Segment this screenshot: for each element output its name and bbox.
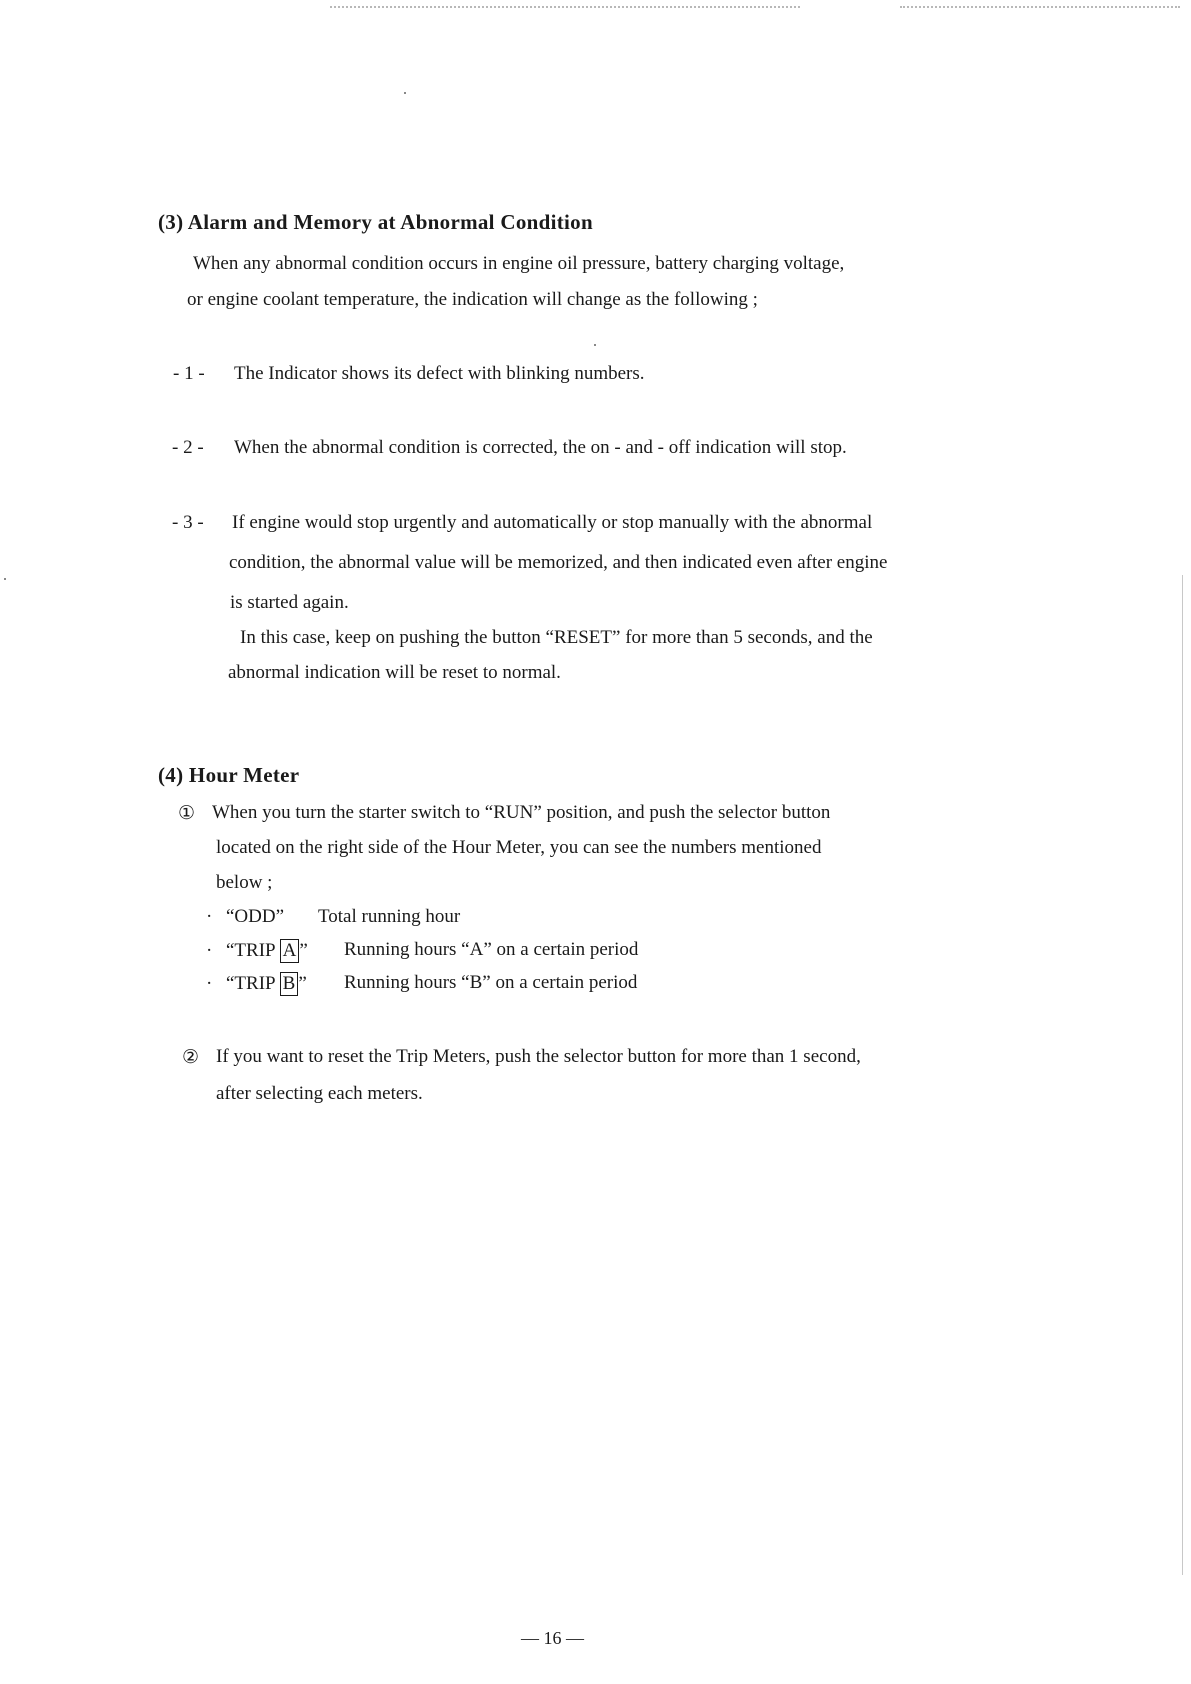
item-3-text-line-3: is started again. [230, 592, 349, 613]
bullet-label-close: ” [299, 940, 308, 961]
page-number: — 16 — [521, 1628, 584, 1648]
step-1-text-line-2: located on the right side of the Hour Meter, you can see the numbers mentioned [216, 837, 822, 858]
bullet-label-open: “TRIP [226, 940, 280, 961]
bullet-dot: · [206, 940, 213, 961]
step-1-text-line-1: When you turn the starter switch to “RUN” position, and push the selector button [212, 802, 831, 823]
bullet-item-odd [206, 906, 284, 928]
scan-speck [404, 92, 406, 94]
item-3-text-line-1: If engine would stop urgently and automatically or stop manually with the abnormal [232, 512, 873, 533]
step-2-text-line-2: after selecting each meters. [216, 1083, 423, 1104]
trip-a-boxed-letter: A [280, 939, 300, 963]
section-4-heading: (4) Hour Meter [158, 763, 300, 787]
scan-artifact-top [330, 6, 800, 8]
item-1-number: - 1 - [173, 363, 205, 384]
step-1-text-line-3: below ; [216, 872, 273, 893]
bullet-dot: · [206, 906, 213, 927]
trip-b-boxed-letter: B [280, 972, 299, 996]
bullet-desc-odd: Total running hour [318, 906, 461, 927]
bullet-item-trip-b [206, 972, 307, 996]
bullet-label: “ODD” [226, 906, 285, 927]
bullet-label-open: “TRIP [226, 973, 280, 994]
item-1-text: The Indicator shows its defect with blinking numbers. [234, 363, 645, 384]
item-3-text-line-5: abnormal indication will be reset to normal. [228, 662, 561, 683]
section-3-intro-line-2: or engine coolant temperature, the indication will change as the following ; [187, 289, 758, 310]
step-2-marker: ② [182, 1047, 200, 1068]
bullet-desc-trip-a: Running hours “A” on a certain period [344, 939, 639, 960]
bullet-dot: · [206, 973, 213, 994]
step-2-text-line-1: If you want to reset the Trip Meters, push the selector button for more than 1 second, [216, 1046, 861, 1067]
scan-speck [4, 578, 6, 580]
scan-edge-line [1182, 575, 1183, 1575]
section-3-intro-line-1: When any abnormal condition occurs in engine oil pressure, battery charging voltage, [193, 253, 845, 274]
scan-artifact-top-right [900, 6, 1180, 8]
bullet-label-close: ” [298, 973, 307, 994]
item-3-number: - 3 - [172, 512, 204, 533]
item-2-text: When the abnormal condition is corrected, the on - and - off indication will stop. [234, 437, 847, 458]
bullet-item-trip-a [206, 939, 308, 963]
item-3-text-line-4: In this case, keep on pushing the button “RESET” for more than 5 seconds, and the [240, 627, 873, 648]
section-3-heading: (3) Alarm and Memory at Abnormal Condition [158, 210, 593, 234]
bullet-desc-trip-b: Running hours “B” on a certain period [344, 972, 638, 993]
step-1-marker: ① [178, 803, 196, 824]
item-2-number: - 2 - [172, 437, 204, 458]
scan-speck [594, 344, 596, 346]
item-3-text-line-2: condition, the abnormal value will be memorized, and then indicated even after engine [229, 552, 888, 573]
